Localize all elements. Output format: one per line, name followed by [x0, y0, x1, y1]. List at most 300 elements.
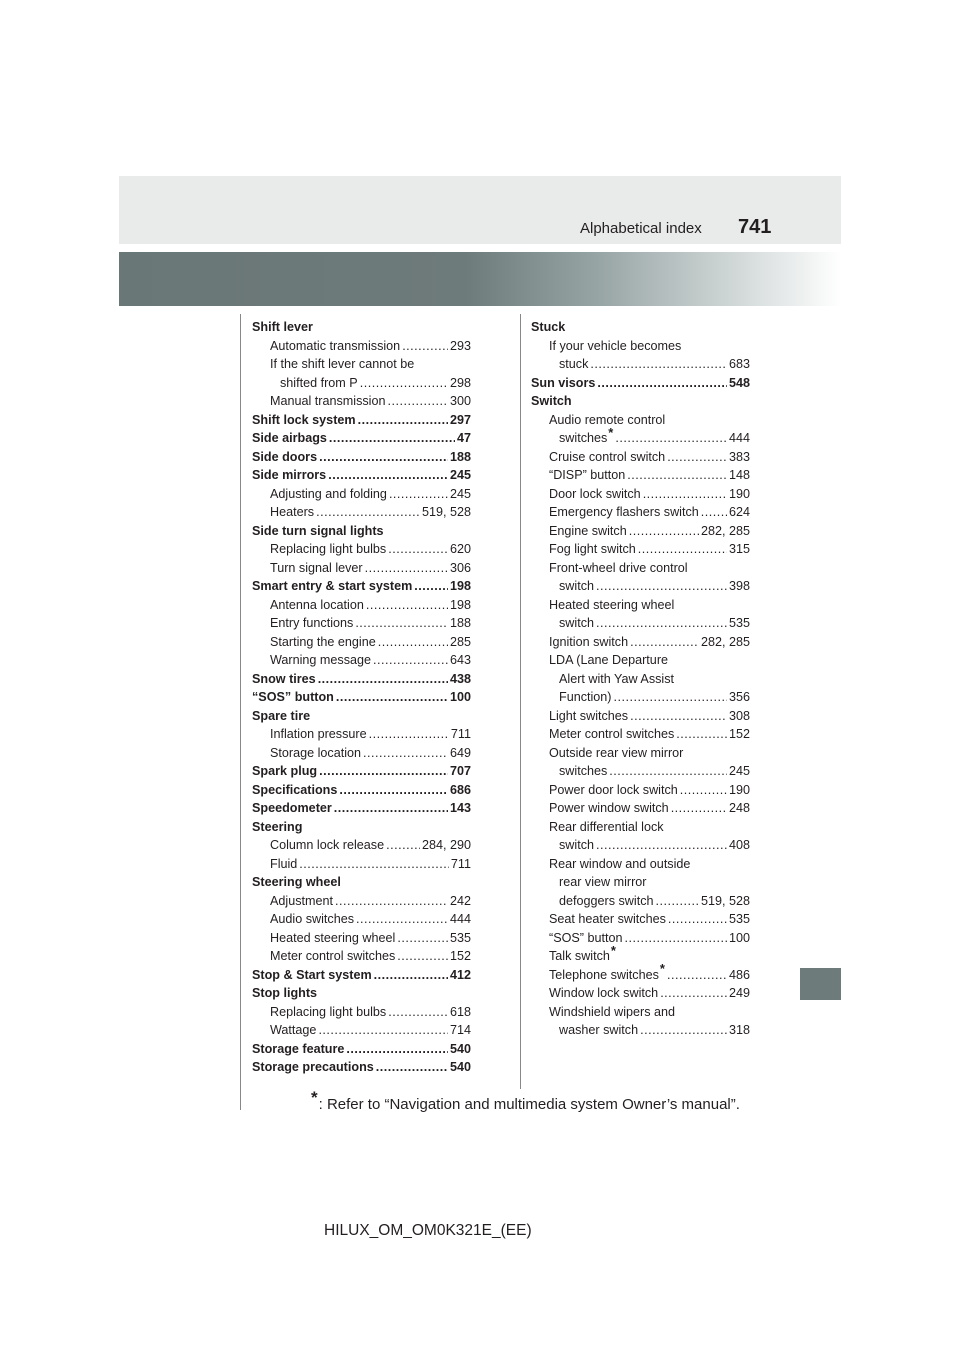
index-page-reference: 190: [728, 782, 750, 797]
index-entry-label: [270, 503, 314, 522]
dot-leader: [630, 707, 727, 726]
index-entry-text: Shift lock system: [252, 412, 356, 427]
index-entry-label: [559, 424, 614, 448]
index-entry-text: Specifications: [252, 782, 338, 797]
dot-leader: [609, 762, 727, 781]
index-entry-label: [270, 337, 400, 356]
dot-leader: [701, 503, 727, 522]
index-entry-label: [252, 984, 317, 1003]
dot-leader: [356, 910, 448, 929]
index-entry-text: Ignition switch: [549, 634, 629, 649]
index-entry-label: [549, 725, 674, 744]
index-entry: [531, 670, 750, 689]
index-entry-label: [270, 596, 364, 615]
index-page-reference: 308: [728, 708, 750, 723]
index-entry: [531, 424, 750, 448]
index-page-reference: 649: [449, 745, 471, 760]
index-entry-label: [559, 577, 594, 596]
index-entry-text: Column lock release: [270, 838, 385, 852]
index-entry-label: [549, 522, 627, 541]
dot-leader: [378, 633, 448, 652]
index-entry-text: Fluid: [270, 856, 298, 871]
index-entry-text: Engine switch: [549, 523, 627, 538]
index-entry-text: Rear differential lock: [549, 819, 664, 834]
index-entry: [531, 392, 750, 411]
index-entry-label: [270, 485, 387, 504]
dot-leader: [365, 559, 448, 578]
index-entry: [531, 503, 750, 522]
index-entry-text: Replacing light bulbs: [270, 542, 387, 556]
index-entry-label: [252, 577, 412, 596]
index-entry: [252, 725, 471, 744]
index-page-reference: 242: [449, 893, 471, 908]
index-page-reference: 198: [449, 597, 471, 612]
index-page-reference: 306: [449, 560, 471, 575]
index-entry: [531, 1021, 750, 1040]
index-entry-text: Alert with Yaw Assist: [559, 671, 675, 686]
index-page-reference: 198: [449, 579, 471, 593]
index-entry: [531, 855, 750, 874]
index-entry: [252, 688, 471, 707]
index-entry-text: Turn signal lever: [270, 560, 363, 575]
index-entry: [252, 374, 471, 393]
index-column-left: [252, 318, 471, 1077]
dot-leader: [386, 836, 420, 855]
dot-leader: [596, 577, 727, 596]
index-entry: [531, 411, 750, 430]
dot-leader: [638, 540, 727, 559]
index-page-reference: 535: [728, 912, 750, 926]
index-entry-text: Steering: [252, 819, 303, 834]
index-entry: [531, 374, 750, 393]
index-entry-text: Heated steering wheel: [270, 930, 396, 945]
index-page-reference: 540: [449, 1060, 471, 1074]
dot-leader: [376, 1058, 448, 1077]
index-page-reference: 398: [728, 579, 750, 593]
index-entry-label: [252, 966, 372, 985]
index-entry-text: Stuck: [531, 320, 566, 334]
index-page-reference: 408: [728, 838, 750, 852]
index-entry: [531, 337, 750, 356]
index-entry-text: Inflation pressure: [270, 727, 367, 741]
footnote-marker: *: [608, 424, 614, 440]
index-entry-text: Side doors: [252, 449, 318, 464]
index-entry-label: [270, 1021, 316, 1040]
index-entry: [531, 651, 750, 670]
index-entry: [531, 448, 750, 467]
index-entry-label: [559, 836, 594, 855]
index-entry-label: [280, 374, 358, 393]
index-entry: [252, 855, 471, 874]
dot-leader: [319, 448, 448, 467]
index-page-reference: 143: [449, 801, 471, 815]
index-entry-text: Audio switches: [270, 912, 354, 926]
dot-leader: [615, 429, 727, 448]
index-page-reference: 282, 285: [700, 634, 750, 649]
index-page-reference: 318: [728, 1023, 750, 1037]
index-entry: [531, 818, 750, 837]
index-page-reference: 535: [728, 616, 750, 630]
dot-leader: [360, 374, 448, 393]
index-entry-text: Rear window and outside: [549, 856, 691, 871]
index-entry-text: stuck: [559, 357, 589, 371]
index-page-reference: 282, 285: [700, 523, 750, 538]
dot-leader: [625, 929, 727, 948]
index-page-reference: 284, 290: [421, 838, 471, 852]
index-entry-text: Power door lock switch: [549, 782, 678, 797]
index-entry-text: Light switches: [549, 708, 629, 723]
index-entry-text: shifted from P: [280, 375, 358, 390]
index-entry-label: [270, 614, 353, 633]
dot-leader: [388, 392, 448, 411]
index-entry: [531, 961, 750, 985]
index-page-reference: 519, 528: [421, 505, 471, 519]
dot-leader: [363, 744, 448, 763]
index-entry-text: switch: [559, 616, 594, 630]
index-entry-label: [252, 1040, 344, 1059]
index-entry: [252, 1058, 471, 1077]
index-entry: [531, 873, 750, 892]
footnote-marker: *: [659, 961, 665, 977]
index-page-reference: 383: [728, 449, 750, 464]
index-page-reference: 535: [449, 930, 471, 945]
dot-leader: [374, 966, 448, 985]
index-page-reference: 618: [449, 1004, 471, 1019]
index-entry: [252, 966, 471, 985]
index-entry-text: washer switch: [559, 1023, 639, 1037]
index-entry-label: [549, 984, 658, 1003]
footnote-marker: *: [610, 942, 616, 958]
index-page-reference: 438: [449, 671, 471, 686]
index-entry-text: LDA (Lane Departure: [549, 653, 669, 667]
index-entry: [252, 929, 471, 948]
index-entry-label: [252, 1058, 374, 1077]
dot-leader: [329, 429, 455, 448]
index-entry-label: [270, 836, 384, 855]
index-page-reference: 190: [728, 486, 750, 501]
index-entry-label: [549, 781, 678, 800]
index-entry: [531, 596, 750, 615]
index-entry-text: switches: [559, 764, 608, 778]
index-page-reference: 444: [728, 431, 750, 445]
dot-leader: [373, 651, 448, 670]
index-entry-text: Audio remote control: [549, 412, 666, 427]
index-entry: [252, 318, 471, 337]
index-entry-text: Adjusting and folding: [270, 486, 387, 501]
index-entry-text: Steering wheel: [252, 875, 341, 889]
index-entry-text: Shift lever: [252, 320, 313, 334]
dot-leader: [596, 836, 727, 855]
index-entry-label: [559, 670, 674, 689]
index-entry-label: [549, 961, 665, 985]
index-entry: [252, 485, 471, 504]
footnote-text: : Refer to “Navigation and multimedia system Owner’s manual”.: [318, 1096, 740, 1113]
index-entry: [252, 892, 471, 911]
index-page-reference: 248: [728, 801, 750, 815]
dot-leader: [667, 966, 727, 985]
index-entry: [252, 614, 471, 633]
dot-leader: [366, 596, 448, 615]
index-entry-label: [549, 540, 636, 559]
index-page-reference: 298: [449, 375, 471, 390]
index-entry-text: Seat heater switches: [549, 912, 666, 926]
index-entry-text: Outside rear view mirror: [549, 745, 684, 760]
index-entry: [252, 762, 471, 781]
index-page-reference: 315: [728, 542, 750, 556]
index-page-reference: 293: [449, 338, 471, 353]
index-entry-text: Warning message: [270, 653, 372, 667]
index-entry-text: Starting the engine: [270, 634, 376, 649]
index-entry-text: Windshield wipers and: [549, 1004, 675, 1019]
index-entry: [531, 910, 750, 929]
index-entry-text: Heated steering wheel: [549, 597, 675, 612]
index-entry-text: Storage feature: [252, 1041, 345, 1056]
dot-leader: [299, 855, 449, 874]
index-page-reference: 643: [449, 653, 471, 667]
index-entry-text: switch: [559, 579, 594, 593]
index-entry: [531, 614, 750, 633]
index-entry-label: [252, 799, 332, 818]
index-entry-text: Automatic transmission: [270, 338, 401, 353]
dot-leader: [388, 540, 448, 559]
index-entry-text: If your vehicle becomes: [549, 338, 682, 353]
dot-leader: [318, 670, 448, 689]
index-entry: [252, 910, 471, 929]
index-page-reference: 152: [728, 727, 750, 741]
index-entry: [252, 799, 471, 818]
index-entry-text: Meter control switches: [270, 949, 396, 963]
index-page-reference: 100: [449, 690, 471, 704]
index-page-reference: 152: [449, 949, 471, 963]
index-entry: [531, 929, 750, 948]
dot-leader: [339, 781, 448, 800]
index-entry: [252, 873, 471, 892]
index-entry-label: [549, 744, 683, 763]
index-entry-label: [549, 707, 628, 726]
index-entry-text: Entry functions: [270, 616, 354, 630]
index-entry-text: Stop & Start system: [252, 967, 372, 982]
section-title: Alphabetical index: [580, 220, 702, 237]
index-entry: [252, 651, 471, 670]
dot-leader: [414, 577, 448, 596]
index-page-reference: 624: [728, 505, 750, 519]
index-entry: [531, 633, 750, 652]
index-entry-text: Wattage: [270, 1023, 317, 1037]
index-page-reference: 285: [449, 634, 471, 649]
index-entry-label: [270, 392, 386, 411]
index-entry-label: [270, 744, 361, 763]
index-entry-label: [252, 522, 384, 541]
index-page-reference: 300: [449, 394, 471, 408]
index-page-reference: 245: [449, 486, 471, 501]
dot-leader: [328, 466, 448, 485]
index-entry: [531, 540, 750, 559]
index-entry: [531, 355, 750, 374]
index-entry-text: Meter control switches: [549, 727, 675, 741]
index-entry: [531, 559, 750, 578]
index-entry: [531, 522, 750, 541]
index-column-right: [531, 318, 750, 1040]
index-entry-text: Emergency flashers switch: [549, 505, 699, 519]
index-entry-label: [270, 929, 395, 948]
index-page-reference: 683: [728, 357, 750, 371]
index-entry-label: [549, 503, 699, 522]
chapter-side-tab: [800, 968, 841, 1000]
index-entry-text: Stop lights: [252, 986, 318, 1000]
index-entry-label: [270, 355, 414, 374]
index-entry-label: [270, 855, 297, 874]
index-entry-text: “DISP” button: [549, 468, 626, 482]
dot-leader: [318, 1021, 448, 1040]
dot-leader: [590, 355, 727, 374]
index-entry-text: Power window switch: [549, 801, 669, 815]
dot-leader: [643, 485, 727, 504]
dot-leader: [402, 337, 448, 356]
index-page-reference: 714: [449, 1023, 471, 1037]
dot-leader: [676, 725, 727, 744]
index-entry: [252, 1003, 471, 1022]
index-entry-label: [549, 651, 668, 670]
page-number: 741: [738, 216, 772, 238]
index-entry: [531, 781, 750, 800]
index-page-reference: 686: [449, 782, 471, 797]
index-entry-label: [559, 688, 612, 707]
index-entry-label: [252, 411, 356, 430]
index-entry-text: “SOS” button: [549, 930, 623, 945]
index-entry-text: Storage location: [270, 745, 362, 760]
index-entry: [252, 1021, 471, 1040]
index-page-reference: 188: [449, 449, 471, 464]
index-entry: [531, 318, 750, 337]
column-divider-left: [240, 314, 241, 1110]
dot-leader: [597, 374, 727, 393]
index-entry-label: [252, 466, 326, 485]
index-entry-text: Snow tires: [252, 671, 316, 686]
index-entry: [531, 799, 750, 818]
index-entry-label: [252, 873, 341, 892]
index-page-reference: 245: [449, 468, 471, 482]
index-entry: [252, 818, 471, 837]
index-entry-text: Smart entry & start system: [252, 579, 413, 593]
index-entry-text: Spark plug: [252, 764, 318, 778]
dot-leader: [668, 910, 727, 929]
index-entry: [252, 836, 471, 855]
index-entry-label: [252, 429, 327, 448]
index-entry-label: [270, 725, 367, 744]
index-entry: [252, 503, 471, 522]
dot-leader: [319, 762, 448, 781]
index-entry: [252, 633, 471, 652]
index-entry-text: Side mirrors: [252, 468, 327, 482]
index-entry: [252, 1040, 471, 1059]
index-entry-text: Front-wheel drive control: [549, 560, 688, 575]
index-entry: [531, 485, 750, 504]
index-entry: [531, 762, 750, 781]
index-entry: [531, 984, 750, 1003]
index-entry-label: [270, 892, 333, 911]
index-page-reference: 711: [450, 856, 471, 871]
index-page-reference: 711: [450, 727, 471, 741]
dot-leader: [630, 633, 699, 652]
index-entry-label: [270, 947, 395, 966]
dot-leader: [334, 799, 448, 818]
index-entry-text: Heaters: [270, 505, 315, 519]
dot-leader: [389, 485, 448, 504]
index-entry-text: Storage precautions: [252, 1060, 374, 1074]
index-entry: [531, 942, 750, 966]
index-entry-label: [252, 818, 302, 837]
index-entry-label: [549, 485, 641, 504]
index-entry-label: [559, 614, 594, 633]
index-entry-text: Function): [559, 690, 612, 704]
footnote: [311, 1088, 740, 1113]
index-page-reference: 548: [728, 375, 750, 390]
index-entry-text: switch: [559, 838, 594, 852]
index-entry: [252, 355, 471, 374]
dot-leader: [680, 781, 727, 800]
index-entry-text: Speedometer: [252, 801, 332, 815]
index-entry-text: Talk switch: [549, 949, 610, 963]
index-entry: [252, 947, 471, 966]
index-entry-text: Sun visors: [531, 375, 596, 390]
index-entry-label: [252, 781, 337, 800]
index-entry-text: Antenna location: [270, 597, 364, 612]
dot-leader: [397, 947, 448, 966]
index-entry-label: [549, 855, 690, 874]
index-entry: [531, 577, 750, 596]
index-page-reference: 100: [728, 930, 750, 945]
index-entry-label: [549, 448, 665, 467]
index-entry-label: [549, 559, 688, 578]
index-page-reference: 620: [449, 542, 471, 556]
index-entry-label: [559, 762, 607, 781]
index-entry: [252, 707, 471, 726]
index-entry-text: Telephone switches: [549, 967, 659, 982]
index-page-reference: 47: [456, 431, 471, 445]
index-entry: [252, 670, 471, 689]
index-entry-label: [252, 318, 313, 337]
index-entry-text: If the shift lever cannot be: [270, 357, 415, 371]
index-entry-label: [270, 1003, 386, 1022]
index-entry-label: [270, 633, 376, 652]
column-divider-middle: [520, 314, 521, 1089]
index-page-reference: 707: [449, 764, 471, 778]
dot-leader: [671, 799, 727, 818]
index-entry-label: [559, 892, 654, 911]
dot-leader: [667, 448, 727, 467]
index-page-reference: 412: [449, 967, 471, 982]
index-entry-text: Door lock switch: [549, 486, 641, 501]
index-entry-text: Fog light switch: [549, 542, 636, 556]
dot-leader: [316, 503, 420, 522]
index-entry: [252, 781, 471, 800]
footnote-star: *: [311, 1088, 318, 1107]
index-page-reference: 297: [449, 412, 471, 427]
index-entry-label: [559, 355, 588, 374]
dot-leader: [614, 688, 727, 707]
index-entry-label: [549, 596, 674, 615]
index-entry-label: [531, 318, 565, 337]
dot-leader: [660, 984, 727, 1003]
index-page-reference: 519, 528: [700, 893, 750, 908]
index-page-reference: 249: [728, 986, 750, 1000]
index-entry-text: Manual transmission: [270, 394, 386, 408]
index-entry: [252, 522, 471, 541]
dot-leader: [358, 411, 448, 430]
index-entry-text: “SOS” button: [252, 690, 334, 704]
document-id: HILUX_OM_OM0K321E_(EE): [324, 1222, 532, 1239]
dot-leader: [335, 892, 448, 911]
